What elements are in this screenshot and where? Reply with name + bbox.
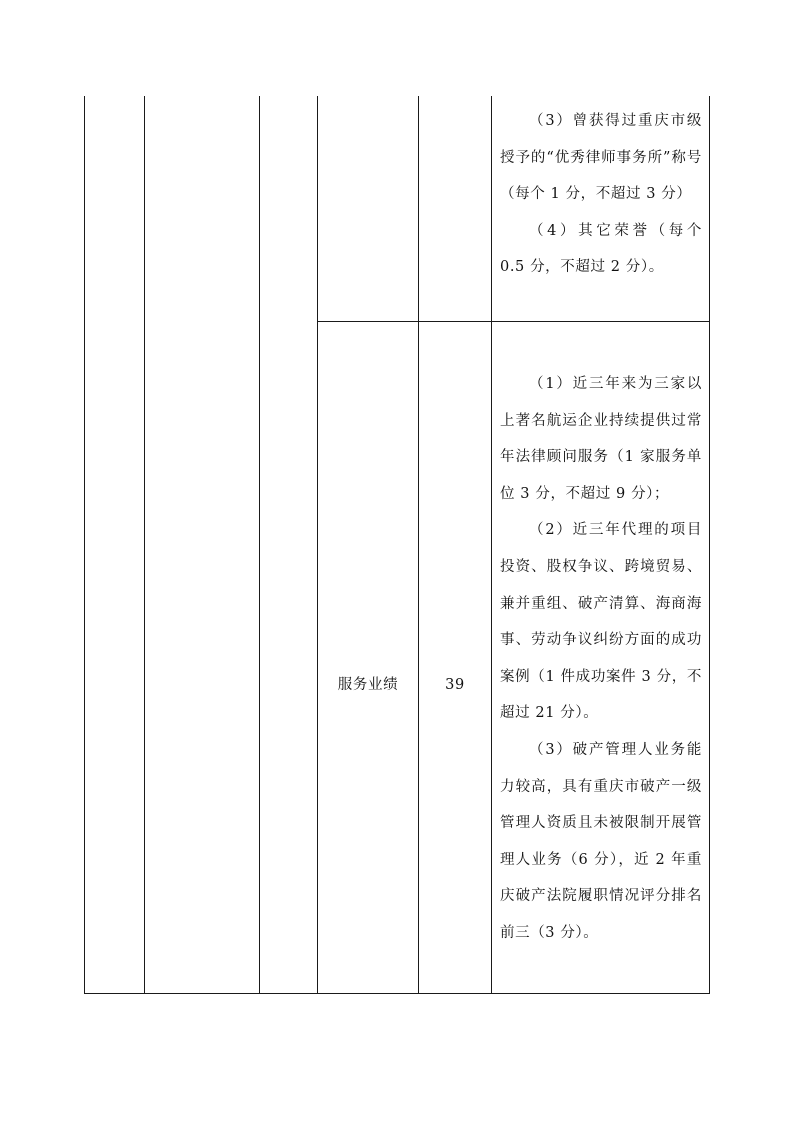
table-border-bottom [84,993,710,994]
table-divider-col5 [491,96,492,994]
criteria-item: （3）曾获得过重庆市级授予的“优秀律师事务所”称号（每个 1 分，不超过 3 分） [500,113,702,203]
table-divider-col3 [317,96,318,994]
row2-criteria-cell [500,366,702,952]
category-label: 服务业绩 [337,677,399,693]
table-divider-col1 [144,96,145,994]
row1-criteria-cell [500,103,702,286]
criteria-item: （3）破产管理人业务能力较高，具有重庆市破产一级管理人资质且未被限制开展管理人业务（6 分），近 2 年重庆破产法院履职情况评分排名前三（3 分）。 [500,741,702,941]
criteria-item: （4）其它荣誉（每个 0.5 分，不超过 2 分）。 [500,222,702,276]
table-divider-col4 [418,96,419,994]
score-value: 39 [445,677,465,693]
table-border-right [709,96,710,994]
criteria-item: （1）近三年来为三家以上著名航运企业持续提供过常年法律顾问服务（1 家服务单位 3 分，不超过 9 分）； [500,376,702,502]
table-border-left [84,96,85,994]
row-divider [317,321,710,322]
table-divider-col2 [259,96,260,994]
criteria-item: （2）近三年代理的项目投资、股权争议、跨境贸易、兼并重组、破产清算、海商海事、劳动争议纠纷方面的成功案例（1 件成功案件 3 分，不超过 21 分）。 [500,522,702,722]
